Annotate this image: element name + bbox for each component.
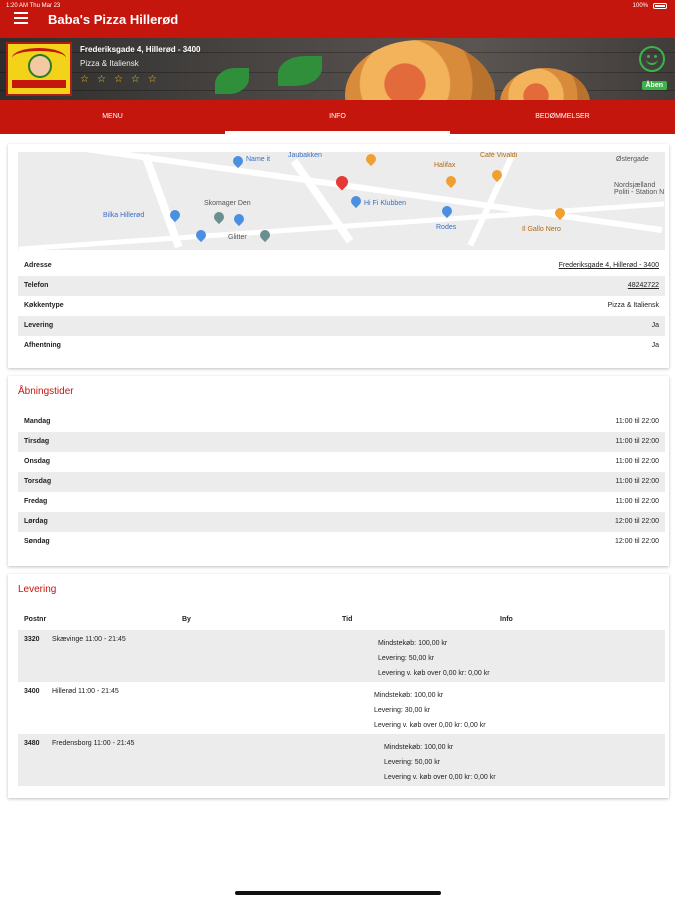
hamburger-menu-icon[interactable] (14, 12, 28, 24)
map-label: Bilka Hillerød (103, 212, 145, 219)
section-title: Levering (18, 584, 57, 595)
detail-row-delivery: Levering Ja (18, 316, 665, 336)
map-label: Hi Fi Klubben (364, 200, 407, 207)
map-label: Østergade (616, 156, 649, 163)
address-link[interactable]: Frederiksgade 4, Hillerød - 3400 (558, 262, 659, 269)
map-pin-icon[interactable] (349, 194, 363, 208)
map-pin-icon[interactable] (364, 152, 378, 166)
open-status-badge: Åben (642, 81, 668, 90)
delivery-row: 3480 Fredensborg 11:00 - 21:45 Mindstekøb: 100,00 kr Levering: 50,00 kr Levering v. køb over 0,00 kr: 0,00 kr (18, 734, 665, 786)
hours-row: Fredag 11:00 til 22:00 (24, 498, 659, 505)
map-label: Glitter (228, 234, 247, 241)
hours-row: Mandag 11:00 til 22:00 (24, 418, 659, 425)
hours-row: Tirsdag 11:00 til 22:00 (18, 432, 665, 452)
hours-row: Søndag 12:00 til 22:00 (24, 538, 659, 545)
column-header-zip: Postnr (24, 616, 47, 623)
page-title: Baba's Pizza Hillerød (48, 12, 179, 27)
pizza-image (345, 40, 495, 100)
home-indicator[interactable] (235, 891, 441, 895)
tab-bar (0, 100, 675, 134)
status-battery-text: 100% (632, 3, 648, 9)
map-label: Name it (246, 156, 271, 163)
map-pin-icon[interactable] (212, 210, 226, 224)
star-icon: ☆ (113, 74, 123, 85)
detail-row-address: Adresse Frederiksgade 4, Hillerød - 3400 (24, 262, 659, 269)
hours-row: Lørdag 12:00 til 22:00 (18, 512, 665, 532)
app-bar (0, 0, 675, 38)
star-icon: ☆ (96, 74, 106, 85)
map-pin-icon[interactable] (194, 228, 208, 242)
map-pin-icon[interactable] (232, 212, 246, 226)
column-header-info: Info (500, 616, 513, 623)
star-icon: ☆ (130, 74, 140, 85)
star-icon: ☆ (147, 74, 157, 85)
detail-row-cuisine: Køkkentype Pizza & Italiensk (24, 302, 659, 309)
section-title: Åbningstider (18, 386, 74, 397)
map-label: Café Vivaldi (480, 152, 518, 159)
rating-stars (80, 74, 157, 85)
tab-reviews[interactable]: BEDØMMELSER (535, 113, 590, 120)
map-label: Nordsjælland Politi - Station N (614, 182, 665, 196)
status-bar (0, 0, 675, 12)
map-label: Halifax (434, 162, 456, 169)
restaurant-address: Frederiksgade 4, Hillerød - 3400 (80, 45, 201, 54)
tab-menu[interactable]: MENU (102, 113, 123, 120)
column-header-time: Tid (342, 616, 353, 623)
map-label: Jaubakken (288, 152, 322, 159)
info-card (8, 144, 669, 368)
map-pin-icon[interactable] (444, 174, 458, 188)
basil-leaf-image (278, 56, 322, 86)
hours-row: Torsdag 11:00 til 22:00 (18, 472, 665, 492)
tab-info[interactable]: INFO (225, 100, 450, 134)
location-map[interactable] (18, 152, 665, 250)
star-icon: ☆ (80, 74, 89, 85)
phone-link[interactable]: 48242722 (627, 282, 659, 289)
status-time: 1:20 AM Thu Mar 23 (6, 3, 61, 9)
restaurant-logo (6, 42, 72, 96)
map-label: Rodes (436, 224, 457, 231)
hours-row: Onsdag 11:00 til 22:00 (24, 458, 659, 465)
detail-row-phone: Telefon 48242722 (18, 276, 665, 296)
map-label: Skomager Den (204, 200, 251, 207)
delivery-card (8, 574, 669, 798)
smiley-inspection-icon (639, 46, 665, 72)
battery-icon (653, 3, 667, 9)
opening-hours-card (8, 376, 669, 566)
delivery-row: 3320 Skævinge 11:00 - 21:45 Mindstekøb: 100,00 kr Levering: 50,00 kr Levering v. køb over 0,00 kr: 0,00 kr (18, 630, 665, 682)
column-header-city: By (182, 616, 191, 623)
restaurant-cuisine: Pizza & Italiensk (80, 59, 139, 68)
map-label: Il Gallo Nero (522, 226, 561, 233)
detail-row-pickup: Afhentning Ja (24, 342, 659, 349)
delivery-row: 3400 Hillerød 11:00 - 21:45 Mindstekøb: 100,00 kr Levering: 30,00 kr Levering v. køb over 0,00 kr: 0,00 kr (24, 688, 486, 729)
